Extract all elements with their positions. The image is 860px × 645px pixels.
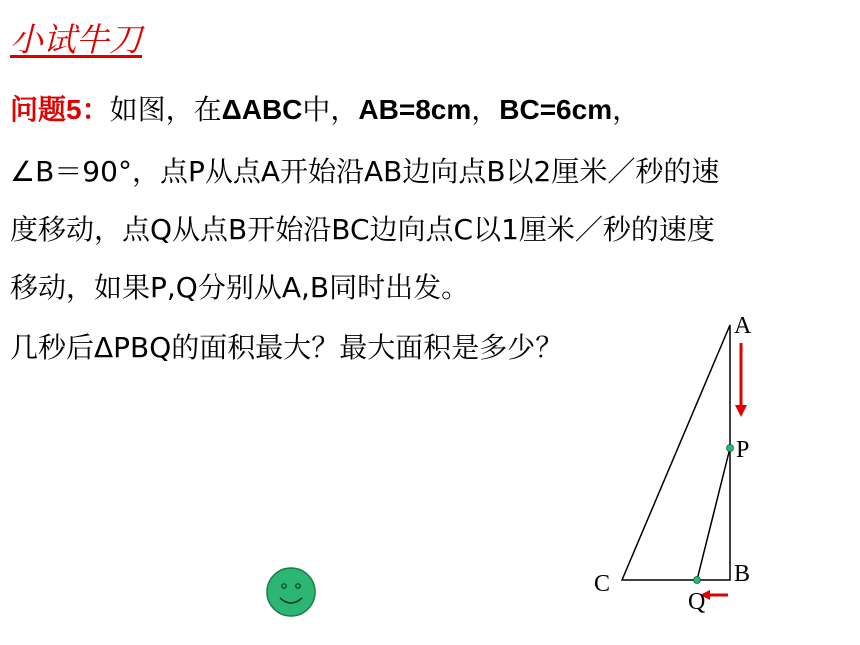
- point-p-dot: [727, 445, 734, 452]
- point-q-dot: [694, 577, 701, 584]
- problem-label: 问题5：: [10, 94, 110, 125]
- triangle-abc: ΔABC: [221, 94, 303, 125]
- problem-text-1a: 如图，在: [109, 93, 222, 126]
- bc-length: BC=6cm: [499, 94, 613, 125]
- triangle-abc-shape: [622, 325, 730, 580]
- problem-line-3: 度移动，点Q从点B开始沿BC边向点C以1厘米／秒的速度: [10, 213, 715, 246]
- problem-line-1: [10, 88, 640, 128]
- label-a: A: [734, 313, 752, 339]
- problem-text-1c: 中，: [302, 93, 359, 126]
- label-c: C: [594, 571, 611, 597]
- triangle-figure: [580, 305, 780, 620]
- problem-text-1g: ，: [612, 93, 641, 126]
- label-b: B: [734, 561, 751, 587]
- problem-line-2: ∠B＝90°，点P从点A开始沿AB边向点B以2厘米／秒的速: [10, 155, 720, 188]
- ab-length: AB=8cm: [358, 94, 472, 125]
- problem-line-5: 几秒后ΔPBQ的面积最大？最大面积是多少？: [10, 331, 564, 364]
- smiley-face-icon: [265, 566, 317, 618]
- problem-line-4: 移动，如果P,Q分别从A,B同时出发。: [10, 271, 470, 304]
- label-p: P: [736, 437, 750, 463]
- slide-title: 小试牛刀: [10, 20, 142, 59]
- segment-pq: [697, 448, 730, 580]
- problem-text-1e: ，: [471, 93, 500, 126]
- arrow-down-icon: [735, 405, 747, 417]
- label-q: Q: [688, 589, 706, 615]
